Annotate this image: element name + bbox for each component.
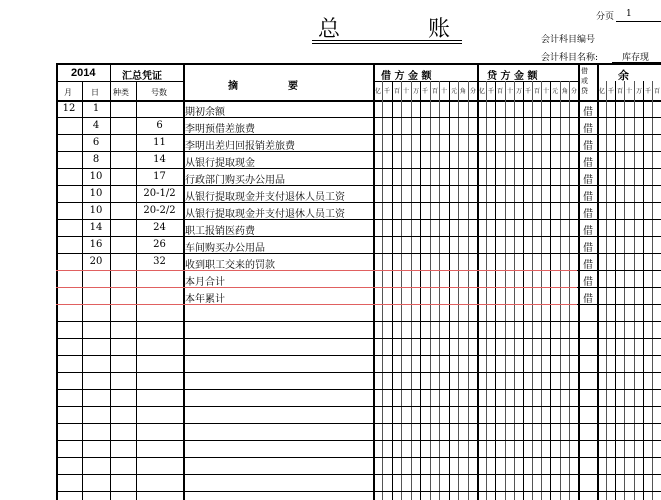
grid-vline: [458, 81, 459, 500]
grid-hline: [56, 63, 661, 65]
digit-unit-label: 分: [571, 88, 578, 95]
digit-unit-label: 角: [460, 88, 467, 95]
grid-vline: [643, 81, 644, 500]
digit-unit-label: 十: [441, 88, 448, 95]
cell-summary: 李明出差归回报销差旅费: [185, 141, 295, 152]
grid-vline: [110, 63, 111, 500]
debit-amount-header: 借 方 金 额: [381, 71, 432, 82]
digit-unit-label: 千: [384, 88, 391, 95]
account-name-label: 会计科目名称:: [541, 53, 599, 63]
cell-no: 26: [153, 239, 166, 250]
digit-unit-label: 元: [552, 88, 559, 95]
grid-hline: [56, 321, 661, 322]
cell-day: 14: [89, 222, 103, 233]
cell-summary: 收到职工交来的罚款: [185, 260, 275, 271]
cell-no: 6: [156, 120, 163, 131]
grid-vline: [532, 81, 533, 500]
cell-summary: 本年累计: [185, 294, 225, 305]
title-underline-2: [312, 43, 462, 44]
digit-unit-label: 元: [451, 88, 458, 95]
digit-unit-label: 千: [422, 88, 429, 95]
page-number: 1: [626, 9, 632, 19]
cell-day: 6: [92, 137, 100, 148]
account-code-label: 会计科目编号: [541, 35, 596, 45]
cell-direction: 借: [583, 158, 593, 169]
digit-unit-label: 百: [497, 88, 504, 95]
cell-day: 10: [89, 171, 103, 182]
grid-hline: [56, 423, 661, 424]
digit-unit-label: 万: [516, 88, 523, 95]
grid-vline: [597, 63, 599, 500]
digit-unit-label: 十: [507, 88, 514, 95]
title-underline: [312, 40, 462, 41]
grid-hline: [56, 372, 661, 373]
grid-vline: [514, 81, 515, 500]
grid-hline: [56, 338, 661, 339]
cell-direction: 借: [583, 277, 593, 288]
grid-vline: [382, 81, 383, 500]
grid-hline: [56, 474, 661, 475]
cell-day: 8: [92, 154, 100, 165]
cell-summary: 从银行提取现金并支付退休人员工资: [185, 192, 345, 203]
month-header: 月: [64, 88, 72, 97]
cell-direction: 借: [583, 124, 593, 135]
grid-vline: [420, 81, 421, 500]
grid-vline: [523, 81, 524, 500]
grid-vline: [615, 81, 616, 500]
day-header: 日: [91, 88, 99, 97]
digit-unit-label: 亿: [599, 88, 606, 95]
cell-summary: 车间购买办公用品: [185, 243, 265, 254]
cell-direction: 借: [583, 226, 593, 237]
year-header: 2014: [71, 67, 96, 79]
cell-day: 10: [89, 188, 103, 199]
digit-unit-label: 万: [413, 88, 420, 95]
grid-vline: [373, 63, 375, 500]
cell-no: 20-2/2: [143, 205, 176, 216]
grid-hline: [56, 355, 661, 356]
grid-vline: [449, 81, 450, 500]
digit-unit-label: 亿: [479, 88, 486, 95]
cell-day: 1: [92, 103, 100, 114]
grid-vline: [411, 81, 412, 500]
grid-vline: [541, 81, 542, 500]
digit-unit-label: 百: [617, 88, 624, 95]
cell-direction: 借: [583, 107, 593, 118]
digit-unit-label: 亿: [375, 88, 382, 95]
digit-unit-label: 千: [608, 88, 615, 95]
grid-vline: [439, 81, 440, 500]
cell-direction: 借: [583, 192, 593, 203]
digit-unit-label: 百: [432, 88, 439, 95]
digit-unit-label: 千: [488, 88, 495, 95]
grid-hline: [56, 81, 185, 82]
account-name-value: 库存现: [622, 53, 650, 63]
cell-summary: 李明预借差旅费: [185, 124, 255, 135]
grid-vline: [624, 81, 625, 500]
grid-vline: [56, 63, 58, 500]
cell-day: 10: [89, 205, 103, 216]
cell-summary: 职工报销医药费: [185, 226, 255, 237]
digit-unit-label: 十: [626, 88, 633, 95]
digit-unit-label: 百: [534, 88, 541, 95]
grid-hline: [56, 457, 661, 458]
grid-hline: [56, 100, 661, 102]
balance-header: 余: [618, 69, 629, 82]
cell-no: 11: [153, 137, 166, 148]
cell-summary: 期初余额: [185, 107, 225, 118]
grid-hline: [56, 389, 661, 390]
page-label: 分页: [596, 12, 615, 22]
grid-vline: [392, 81, 393, 500]
cell-day: 4: [92, 120, 100, 131]
cell-direction: 借: [583, 141, 593, 152]
grid-vline: [560, 81, 561, 500]
cell-direction: 借: [583, 175, 593, 186]
cell-no: 20-1/2: [143, 188, 176, 199]
grid-vline: [634, 81, 635, 500]
cell-no: 24: [153, 222, 166, 233]
cell-summary: 行政部门购买办公用品: [185, 175, 285, 186]
grid-vline: [652, 81, 653, 500]
cell-summary: 从银行提取现金: [185, 158, 255, 169]
page-number-underline: [616, 21, 661, 22]
summary-header: 摘 要: [228, 81, 298, 92]
grid-vline: [477, 63, 479, 500]
grid-vline: [495, 81, 496, 500]
ledger-title-right: 账: [428, 17, 451, 42]
voucher-type-header: 种类: [113, 88, 129, 97]
digit-unit-label: 千: [645, 88, 652, 95]
cell-no: 14: [153, 154, 166, 165]
direction-header: 借或贷: [581, 67, 588, 95]
digit-unit-label: 百: [394, 88, 401, 95]
voucher-group-header: 汇总凭证: [122, 71, 162, 82]
digit-unit-label: 十: [403, 88, 410, 95]
credit-amount-header: 贷 方 金 额: [487, 71, 538, 82]
grid-vline: [569, 81, 570, 500]
cell-day: 20: [89, 256, 103, 267]
grid-vline: [430, 81, 431, 500]
cell-summary: 从银行提取现金并支付退休人员工资: [185, 209, 345, 220]
grid-hline: [56, 406, 661, 407]
cell-direction: 借: [583, 209, 593, 220]
digit-unit-label: 角: [562, 88, 569, 95]
cell-direction: 借: [583, 243, 593, 254]
grid-vline: [486, 81, 487, 500]
cell-summary: 本月合计: [185, 277, 225, 288]
cell-no: 32: [153, 256, 166, 267]
cell-no: 17: [153, 171, 166, 182]
ledger-title-left: 总: [318, 17, 341, 42]
cell-direction: 借: [583, 260, 593, 271]
voucher-no-header: 号数: [151, 88, 167, 97]
cell-direction: 借: [583, 294, 593, 305]
grid-vline: [606, 81, 607, 500]
digit-unit-label: 分: [470, 88, 477, 95]
grid-vline: [401, 81, 402, 500]
cell-month: 12: [62, 103, 76, 114]
grid-vline: [505, 81, 506, 500]
cell-day: 16: [89, 239, 103, 250]
grid-hline: [56, 491, 661, 492]
grid-hline: [56, 440, 661, 441]
digit-unit-label: 十: [543, 88, 550, 95]
digit-unit-label: 千: [525, 88, 532, 95]
digit-unit-label: 百: [654, 88, 661, 95]
grid-vline: [550, 81, 551, 500]
digit-unit-label: 万: [636, 88, 643, 95]
grid-vline: [468, 81, 469, 500]
